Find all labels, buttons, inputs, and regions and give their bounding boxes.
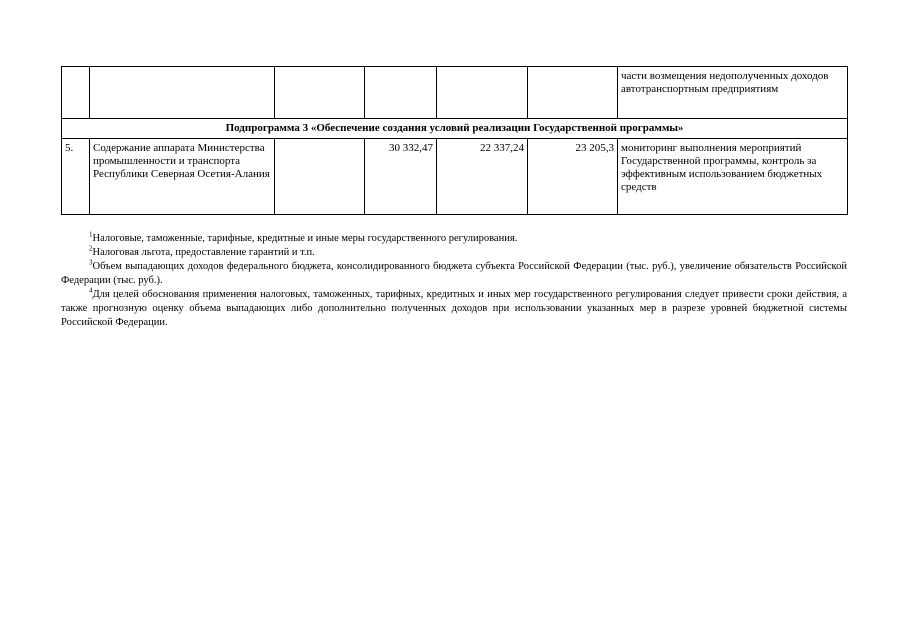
- subprogram-heading-row: [62, 119, 848, 139]
- table-cell: [528, 67, 618, 119]
- table-cell: [90, 67, 275, 119]
- footnote: [61, 260, 847, 288]
- table-row: [62, 67, 848, 119]
- purpose-cell: мониторинг выполнения мероприятий Государственной программы, контроль за эффективным использованием бюджетных средств: [618, 139, 848, 215]
- footnote: [61, 232, 847, 246]
- value-cell-2: 22 337,24: [437, 139, 528, 215]
- table-cell: [365, 67, 437, 119]
- footnote: [61, 288, 847, 330]
- footnote-text: Налоговые, таможенные, тарифные, кредитные и иные меры государственного регулирования.: [92, 233, 518, 244]
- footnote-text: Для целей обоснования применения налоговых, таможенных, тарифных, кредитных и иных мер государственного регулирования следует привести сроки действия, а также прогнозную оценку объема выпадающих либо дополнительно полученных доходов при использовании указанных мер в разрезе уровней бюджетной системы Российской Федерации.: [61, 289, 847, 328]
- table-cell: [275, 139, 365, 215]
- footnote-mark: 4: [89, 286, 93, 295]
- table-cell: [275, 67, 365, 119]
- value-cell-3: 23 205,3: [528, 139, 618, 215]
- continuation-cell: части возмещения недополученных доходов автотранспортным предприятиям: [618, 67, 848, 119]
- footnote-text: Объем выпадающих доходов федерального бюджета, консолидированного бюджета субъекта Российской Федерации (тыс. руб.), увеличение обязательств Российской Федерации (тыс. руб.).: [61, 261, 847, 286]
- measures-table: [61, 66, 848, 215]
- document-page: [61, 66, 847, 330]
- row-number: 5.: [62, 139, 90, 215]
- subprogram-heading: Подпрограмма 3 «Обеспечение создания условий реализации Государственной программы»: [62, 119, 848, 139]
- measure-name: Содержание аппарата Министерства промышленности и транспорта Республики Северная Осетия-Алания: [90, 139, 275, 215]
- footnotes: [61, 232, 847, 330]
- footnote-text: Налоговая льгота, предоставление гарантий и т.п.: [92, 247, 315, 258]
- table-cell: [62, 67, 90, 119]
- table-row: [62, 139, 848, 215]
- footnote: [61, 246, 847, 260]
- table-cell: [437, 67, 528, 119]
- footnote-mark: 1: [89, 230, 93, 239]
- footnote-mark: 2: [89, 244, 93, 253]
- value-cell-1: 30 332,47: [365, 139, 437, 215]
- footnote-mark: 3: [89, 258, 93, 267]
